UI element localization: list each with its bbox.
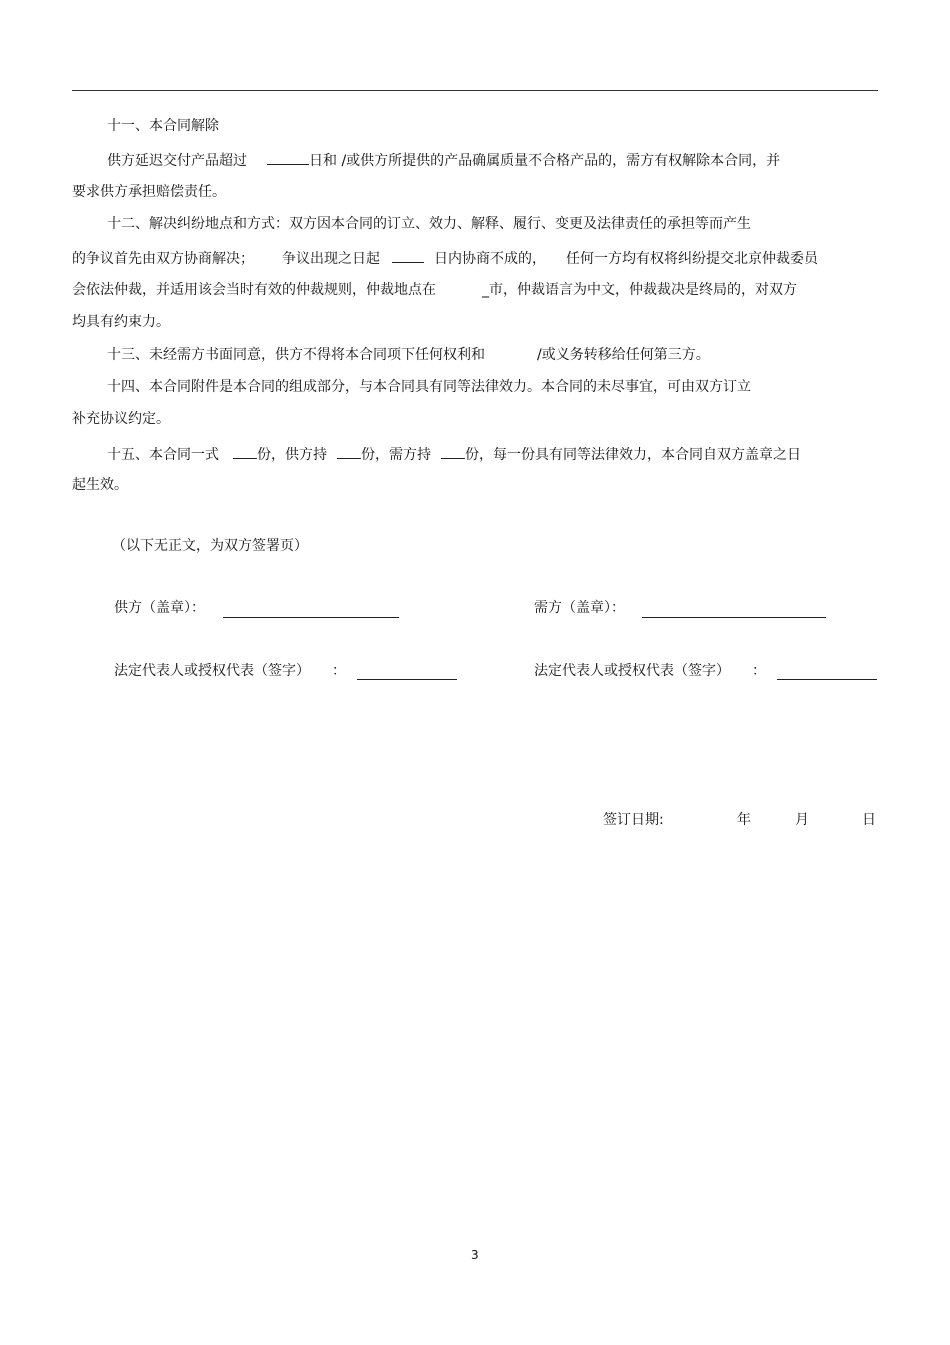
clause-14-line-1: 十四、本合同附件是本合同的组成部分，与本合同具有同等法律效力。本合同的未尽事宜，可由双方订立 [107, 379, 751, 395]
page-number: 3 [471, 1248, 479, 1262]
buyer-rep-signature-line[interactable] [777, 679, 877, 680]
clause-11-line-1: 供方延迟交付产品超过 日和 /或供方所提供的产品确属质量不合格产品的，需方有权解除本合同，并 [107, 150, 780, 170]
no-further-text-note: （以下无正文，为双方签署页） [112, 538, 308, 554]
clause-11-line-2: 要求供方承担赔偿责任。 [72, 184, 226, 200]
buyer-seal-line[interactable] [642, 617, 826, 618]
supplier-seal-label: 供方（盖章）： [114, 600, 205, 616]
days-delay-blank[interactable] [267, 150, 309, 165]
total-copies-blank[interactable] [233, 444, 257, 459]
supplier-rep-signature-line[interactable] [357, 679, 457, 680]
buyer-rep-label: 法定代表人或授权代表（签字） ： [534, 663, 766, 679]
clause-15-line-2: 起生效。 [72, 477, 128, 493]
clause-12-line-1: 十二、解决纠纷地点和方式：双方因本合同的订立、效力、解释、履行、变更及法律责任的承担等而产生 [107, 216, 751, 232]
clause-12-line-2: 的争议首先由双方协商解决； 争议出现之日起 日内协商不成的， 任何一方均有权将纠纷提交北京仲裁委员 [72, 248, 818, 268]
buyer-copies-blank[interactable] [441, 444, 465, 459]
sign-date-year: 年 [737, 812, 751, 828]
clause-15-line-1: 十五、本合同一式 份，供方持 份，需方持 份，每一份具有同等法律效力，本合同自双方盖章之日 [107, 444, 801, 464]
header-rule [72, 90, 878, 91]
clause-12-line-4: 均具有约束力。 [72, 314, 170, 330]
sign-date-label: 签订日期: [603, 812, 664, 828]
supplier-seal-line[interactable] [223, 617, 399, 618]
supplier-rep-label: 法定代表人或授权代表（签字） ： [114, 663, 346, 679]
buyer-seal-label: 需方（盖章）： [534, 600, 625, 616]
clause-11-title: 十一、本合同解除 [107, 118, 219, 134]
clause-14-line-2: 补充协议约定。 [72, 411, 170, 427]
clause-12-line-3: 会依法仲裁，并适用该会当时有效的仲裁规则，仲裁地点在 _市，仲裁语言为中文，仲裁裁决是终局的，对双方 [72, 282, 797, 298]
sign-date-day: 日 [862, 812, 876, 828]
sign-date-month: 月 [795, 812, 809, 828]
supplier-copies-blank[interactable] [337, 444, 361, 459]
negotiation-days-blank[interactable] [392, 248, 424, 263]
clause-13-line-1: 十三、未经需方书面同意，供方不得将本合同项下任何权利和 /或义务转移给任何第三方。 [107, 347, 710, 363]
